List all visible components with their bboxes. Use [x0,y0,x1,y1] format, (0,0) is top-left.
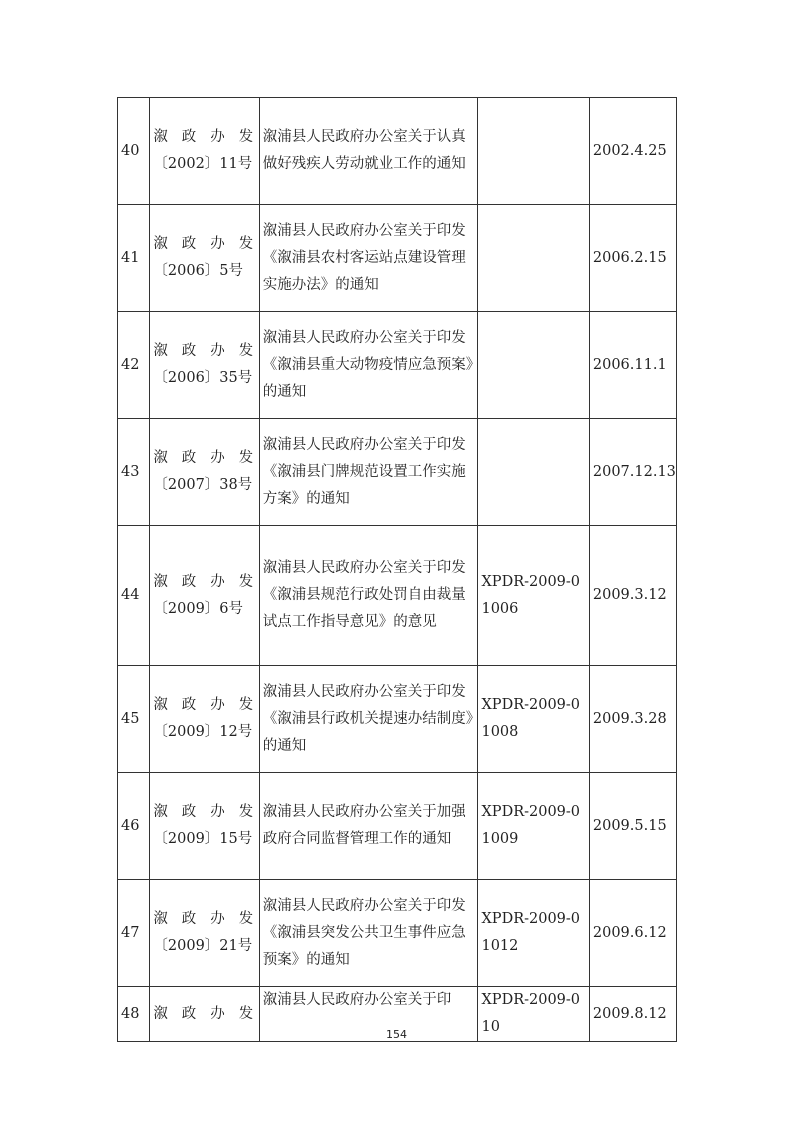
table-row [118,666,677,773]
date-cell-text: 2009.6.12 [592,924,667,941]
row-number-cell-text: 41 [121,249,140,266]
title-cell-text: 溆浦县人民政府办公室关于印发《溆浦县行政机关提速办结制度》的通知 [262,683,473,754]
table-row [118,98,677,205]
row-number-cell [118,205,150,312]
document-number-suffix: 〔2002〕11号 [153,156,253,172]
document-number-prefix: 溆 政 办 发 [153,1005,257,1022]
row-number-cell-text: 44 [121,587,140,603]
page-number: 154 [386,1028,407,1041]
row-number-cell-text: 40 [121,142,140,159]
document-number-suffix: 〔2007〕38号 [153,477,253,493]
row-number-cell-text: 42 [121,356,140,373]
document-number-cell [150,880,259,987]
date-cell [589,419,676,526]
row-number-cell-text: 43 [121,463,140,480]
title-cell [259,666,478,773]
document-number-cell [150,98,259,205]
document-number-cell [150,312,259,419]
document-number-cell [150,773,259,880]
document-number-prefix: 溆 政 办 发 [153,236,257,252]
date-cell-text: 2006.2.15 [592,249,667,266]
document-number-prefix: 溆 政 办 发 [153,450,257,466]
table-row [118,880,677,987]
document-number-cell [150,419,259,526]
title-cell [259,773,478,880]
document-number-prefix: 溆 政 办 发 [153,804,257,820]
registration-code-cell-text: XPDR-2009-01008 [481,697,581,740]
row-number-cell-text: 47 [121,924,140,941]
row-number-cell [118,773,150,880]
date-cell [589,773,676,880]
registration-code-cell-text: XPDR-2009-01012 [481,911,581,954]
title-cell-text: 溆浦县人民政府办公室关于加强政府合同监督管理工作的通知 [262,804,466,847]
title-cell-text: 溆浦县人民政府办公室关于印 [262,992,452,1008]
date-cell-text: 2009.8.12 [592,1005,667,1022]
date-cell-text: 2009.5.15 [592,817,667,834]
row-number-cell [118,666,150,773]
table-row [118,526,677,666]
document-number-cell [150,666,259,773]
title-cell-text: 溆浦县人民政府办公室关于印发《溆浦县门牌规范设置工作实施方案》的通知 [262,436,466,507]
registration-code-cell [478,98,589,205]
document-number-prefix: 溆 政 办 发 [153,129,257,145]
title-cell [259,98,478,205]
registration-code-cell [478,526,589,666]
date-cell-text: 2007.12.13 [592,463,676,480]
document-number-cell [150,526,259,666]
title-cell-text: 溆浦县人民政府办公室关于印发《溆浦县农村客运站点建设管理实施办法》的通知 [262,222,466,293]
title-cell [259,419,478,526]
title-cell [259,526,478,666]
table-row [118,205,677,312]
registration-code-cell [478,312,589,419]
table-row [118,773,677,880]
date-cell [589,205,676,312]
date-cell-text: 2009.3.12 [592,587,667,603]
row-number-cell [118,419,150,526]
document-number-prefix: 溆 政 办 发 [153,911,257,927]
title-cell [259,880,478,987]
document-number-cell [150,205,259,312]
table-body [118,98,677,1042]
date-cell-text: 2006.11.1 [592,356,667,373]
title-cell [259,205,478,312]
row-number-cell [118,312,150,419]
title-cell-text: 溆浦县人民政府办公室关于印发《溆浦县规范行政处罚自由裁量试点工作指导意见》的意见 [262,560,466,630]
date-cell-text: 2002.4.25 [592,142,667,159]
date-cell-text: 2009.3.28 [592,710,667,727]
document-number-suffix: 〔2006〕5号 [153,263,244,279]
table-row [118,419,677,526]
date-cell [589,526,676,666]
registration-code-cell-text: XPDR-2009-01009 [481,804,581,847]
registration-code-cell-text: XPDR-2009-01006 [481,573,581,617]
title-cell [259,312,478,419]
document-number-suffix: 〔2009〕15号 [153,831,253,847]
date-cell [589,666,676,773]
document-number-prefix: 溆 政 办 发 [153,697,257,713]
document-number-suffix: 〔2009〕6号 [153,600,244,617]
registration-code-cell [478,880,589,987]
row-number-cell-text: 45 [121,710,140,727]
date-cell [589,98,676,205]
row-number-cell-text: 48 [121,1005,140,1022]
document-number-suffix: 〔2009〕12号 [153,724,253,740]
title-cell-text: 溆浦县人民政府办公室关于印发《溆浦县重大动物疫情应急预案》的通知 [262,329,473,400]
date-cell [589,312,676,419]
row-number-cell [118,880,150,987]
document-number-suffix: 〔2009〕21号 [153,938,253,954]
registration-code-cell [478,419,589,526]
document-number-prefix: 溆 政 办 发 [153,573,257,590]
date-cell [589,880,676,987]
registration-code-cell [478,666,589,773]
document-number-suffix: 〔2006〕35号 [153,370,253,386]
registration-code-cell [478,773,589,880]
registration-code-cell-text: XPDR-2009-010 [481,992,581,1035]
document-number-prefix: 溆 政 办 发 [153,343,257,359]
title-cell-text: 溆浦县人民政府办公室关于印发《溆浦县突发公共卫生事件应急预案》的通知 [262,897,466,968]
row-number-cell [118,98,150,205]
document-table [117,97,677,1042]
table-row [118,312,677,419]
row-number-cell [118,526,150,666]
row-number-cell-text: 46 [121,817,140,834]
title-cell-text: 溆浦县人民政府办公室关于认真做好残疾人劳动就业工作的通知 [262,129,466,172]
registration-code-cell [478,205,589,312]
